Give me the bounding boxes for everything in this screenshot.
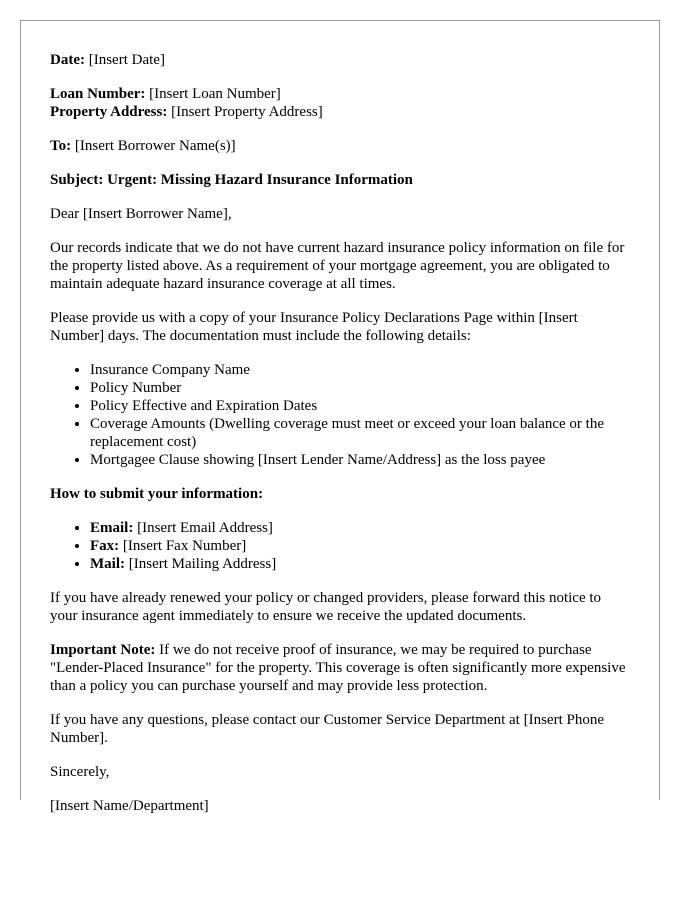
paragraph-questions: If you have any questions, please contact our Customer Service Department at [Insert Phone Number]. (50, 712, 604, 746)
date-line (50, 51, 631, 69)
submit-method-label: Email: (90, 520, 134, 536)
submit-method-label: Fax: (90, 538, 120, 554)
list-item: • Insurance Company Name (90, 361, 631, 379)
subject-line (50, 171, 631, 189)
submit-methods-list (50, 519, 631, 573)
list-item: • Coverage Amounts (Dwelling coverage must meet or exceed your loan balance or the replacement cost) (90, 415, 631, 451)
important-note-label: Important Note: (50, 642, 156, 658)
details-list (50, 361, 631, 469)
submit-heading (50, 485, 631, 503)
important-note-text: If we do not receive proof of insurance, we may be required to purchase "Lender-Placed Insurance" for the property. This coverage is often significantly more expensive than a policy you can purchase yourself and may provide less protection. (50, 642, 626, 694)
submit-method-value: [Insert Mailing Address] (128, 556, 277, 572)
subject-text: Subject: Urgent: Missing Hazard Insurance Information (50, 172, 413, 188)
salutation: Dear [Insert Borrower Name], (50, 206, 232, 222)
list-item (90, 555, 631, 573)
letter-content (21, 21, 659, 815)
list-item (90, 519, 631, 537)
list-item: • Policy Effective and Expiration Dates (90, 397, 631, 415)
to-label: To: (50, 138, 72, 154)
closing: Sincerely, (50, 764, 110, 780)
list-item: • Mortgagee Clause showing [Insert Lender Name/Address] as the loss payee (90, 451, 631, 469)
list-item (90, 537, 631, 555)
date-label: Date: (50, 52, 85, 68)
signature: [Insert Name/Department] (50, 798, 209, 814)
paragraph-records: Our records indicate that we do not have current hazard insurance policy information on file for the property listed above. As a requirement of your mortgage agreement, you are obligated to maintain adequate hazard insurance coverage at all times. (50, 240, 625, 292)
list-item: • Policy Number (90, 379, 631, 397)
property-address-line (50, 103, 631, 121)
submit-method-value: [Insert Email Address] (137, 520, 273, 536)
submit-method-value: [Insert Fax Number] (122, 538, 247, 554)
loan-number-label: Loan Number: (50, 86, 146, 102)
date-value: [Insert Date] (88, 52, 165, 68)
important-note (50, 641, 631, 695)
loan-number-value: [Insert Loan Number] (149, 86, 281, 102)
property-address-label: Property Address: (50, 104, 168, 120)
submit-method-label: Mail: (90, 556, 125, 572)
to-line (50, 137, 631, 155)
property-address-value: [Insert Property Address] (171, 104, 323, 120)
paragraph-provide-copy: Please provide us with a copy of your Insurance Policy Declarations Page within [Insert Number] days. The documentation must include the following details: (50, 310, 578, 344)
submit-heading-text: How to submit your information: (50, 486, 264, 502)
to-value: [Insert Borrower Name(s)] (74, 138, 236, 154)
paragraph-renewed: If you have already renewed your policy or changed providers, please forward this notice to your insurance agent immediately to ensure we receive the updated documents. (50, 590, 602, 624)
letter-page (20, 20, 660, 814)
loan-number-line (50, 85, 631, 103)
